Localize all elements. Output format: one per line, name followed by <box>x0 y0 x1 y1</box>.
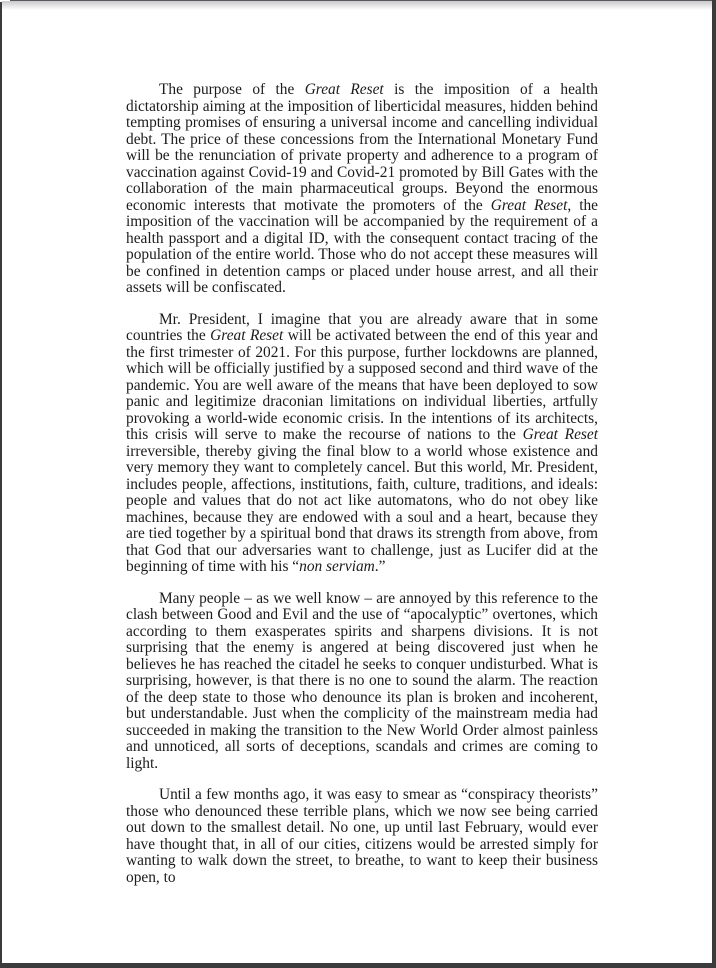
italic-text-run: Great Reset <box>522 426 599 443</box>
italic-text-run: Great Reset <box>490 196 568 214</box>
text-run: is the imposition of a health dictatorship aiming at the imposition of liberticidal measures, hidden behind tempting promises of ensuring a universal income and cancelling individual debt. The price of these concessions from the International Monetary Fund will be the renunciation of private property and adherence to a program of vaccination against Covid-19 and Covid-21 promoted by Bill Gates with the collaboration of the main pharmaceutical groups. Beyond the enormous economic interests that motivate the promoters of the <box>126 81 599 214</box>
paragraph <box>126 312 598 576</box>
text-run: will be activated between the end of this year and the first trimester of 2021. For this purpose, further lockdowns are planned, which will be officially justified by a supposed second and third wave of the pandemic. You are well aware of the means that have been deployed to sow panic and legitimize draconian limitations on individual liberties, artfully provoking a world-wide economic crisis. In the intentions of its architects, this crisis will serve to make the recourse of nations to the <box>126 327 598 443</box>
paragraph <box>126 591 598 773</box>
page-bottom-edge <box>0 963 716 968</box>
italic-text-run: Great Reset <box>304 81 384 98</box>
document-text-block <box>126 82 598 901</box>
italic-text-run: non serviam <box>299 558 375 575</box>
paragraph <box>126 787 598 886</box>
text-run: Many people – as we well know – are annoyed by this reference to the clash between Good and Evil and the use of “apocalyptic” overtones, which according to them exasperates spirits and sharpens divisions. It is not surprising that the enemy is angered at being discovered just when he believes he has reached the citadel he seeks to conquer undisturbed. What is surprising, however, is that there is no one to sound the alarm. The reaction of the deep state to those who denounce its plan is broken and incoherent, but understandable. Just when the complicity of the mainstream media had succeeded in making the transition to the New World Order almost painless and unnoticed, all sorts of deceptions, scandals and crimes are coming to light. <box>126 589 598 772</box>
text-run: Mr. President, I imagine that you are already aware that in some countries the <box>126 310 598 344</box>
page-right-edge <box>712 0 716 968</box>
paragraph <box>126 82 598 297</box>
text-run: irreversible, thereby giving the final blow to a world whose existence and very memory they want to completely cancel. But this world, Mr. President, includes people, affections, institutions, faith, culture, traditions, and ideals: people and values that do not act like automatons, who do not obey like machines, because they are endowed with a soul and a heart, because they are tied together by a spiritual bond that draws its strength from above, from that God that our adversaries want to challenge, just as Lucifer did at the beginning of time with his “ <box>126 442 598 575</box>
page-left-edge <box>0 2 2 968</box>
text-run: Until a few months ago, it was easy to smear as “conspiracy theorists” those who denounced these terrible plans, which we now see being carried out down to the smallest detail. No one, up until last February, would ever have thought that, in all of our cities, citizens would be arrested simply for wanting to walk down the street, to breathe, to want to keep their business open, to <box>126 786 598 886</box>
text-run: , the imposition of the vaccination will be accompanied by the requirement of a health passport and a digital ID, with the consequent contact tracing of the population of the entire world. Those who do not accept these measures will be confined in detention camps or placed under house arrest, and all their assets will be confiscated. <box>126 196 599 296</box>
page-top-shadow <box>2 1 712 10</box>
text-run: The purpose of the <box>159 81 305 98</box>
text-run: .” <box>374 558 386 575</box>
italic-text-run: Great Reset <box>210 327 284 344</box>
